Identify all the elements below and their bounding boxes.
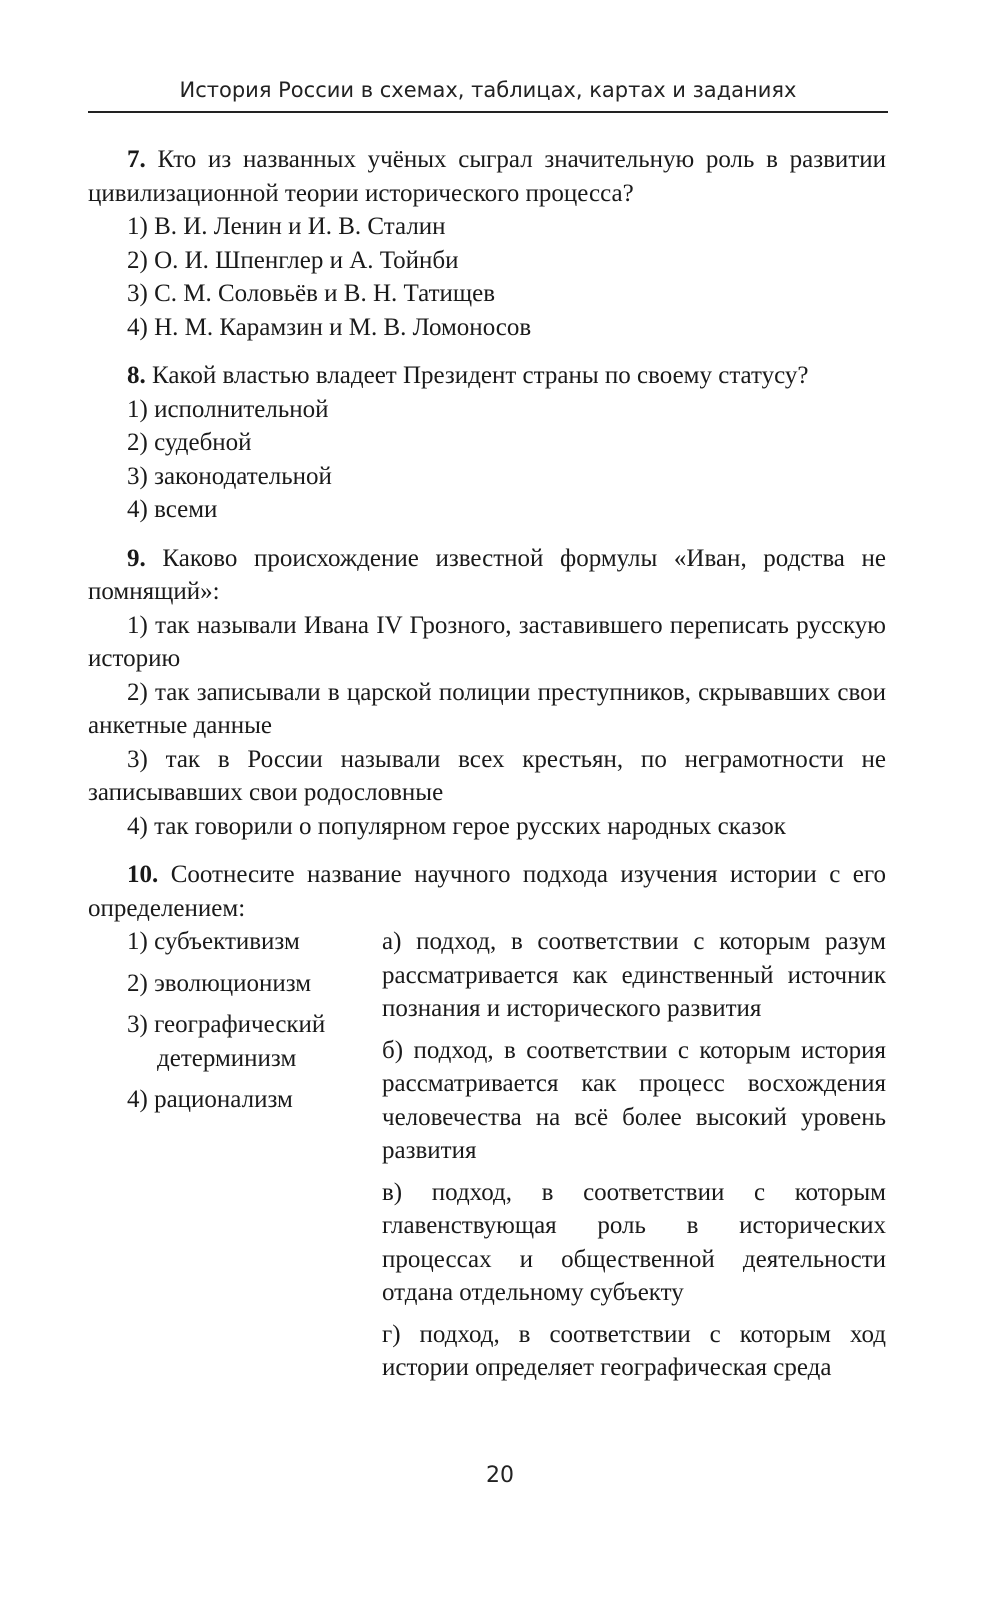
approach-list — [88, 925, 382, 1393]
question-7-text — [88, 143, 886, 210]
answer-option: 3) законодательной — [127, 462, 332, 490]
question-number: 9. — [127, 544, 146, 572]
approach-item: 4) рационализм — [127, 1086, 293, 1113]
question-9-text — [88, 542, 886, 609]
question-number: 10. — [127, 861, 159, 888]
answer-option: 1) так называли Ивана IV Грозного, заставившего переписать русскую историю — [88, 611, 886, 672]
approach-item: 1) субъективизм — [127, 928, 300, 955]
approach-item: 2) эволюционизм — [127, 969, 312, 997]
definition-item: г) подход, в соответствии с которым ход истории определяет географическая среда — [382, 1320, 886, 1381]
question-body: Кто из названных учёных сыграл значительную роль в развитии цивилизационной теории исторического процесса? — [88, 146, 886, 207]
question-7 — [88, 143, 886, 344]
question-number: 7. — [127, 146, 146, 173]
question-7-options — [88, 210, 886, 344]
definition-list — [382, 925, 886, 1393]
question-10-text — [88, 858, 886, 925]
answer-option: 1) В. И. Ленин и И. В. Сталин — [127, 213, 446, 240]
question-body: Соотнесите название научного подхода изучения истории с его определением: — [88, 861, 886, 922]
definition-item: в) подход, в соответствии с которым главенствующая роль в исторических процессах и общественной деятельности отдана отдельному субъекту — [382, 1178, 886, 1306]
answer-option: 2) так записывали в царской полиции преступников, скрывавших свои анкетные данные — [88, 678, 886, 739]
question-8-text — [88, 359, 886, 393]
answer-option: 3) С. М. Соловьёв и В. Н. Татищев — [127, 280, 496, 307]
header-rule — [88, 111, 888, 113]
answer-option: 4) всеми — [127, 496, 218, 523]
question-9 — [88, 542, 886, 844]
matching-table — [88, 925, 886, 1393]
running-header: История России в схемах, таблицах, картах и заданиях — [179, 78, 797, 102]
answer-option: 4) так говорили о популярном герое русских народных сказок — [127, 812, 786, 840]
question-body: Каково происхождение известной формулы «Иван, родства не помнящий»: — [88, 544, 887, 605]
question-number: 8. — [127, 362, 146, 389]
question-8-options — [88, 393, 886, 527]
question-8 — [88, 359, 886, 527]
answer-option: 4) Н. М. Карамзин и М. В. Ломоносов — [127, 313, 532, 341]
answer-option: 2) судебной — [127, 429, 252, 456]
answer-option: 3) так в России называли всех крестьян, по неграмотности не записывавших свои родословные — [88, 745, 886, 806]
definition-item: а) подход, в соответствии с которым разум рассматривается как единственный источник познания и исторического развития — [382, 928, 886, 1022]
question-9-options — [88, 609, 886, 844]
definition-item: б) подход, в соответствии с которым история рассматривается как процесс восхождения человечества на всё более высокий уровень развития — [382, 1036, 886, 1164]
question-10 — [88, 858, 886, 1393]
answer-option: 1) исполнительной — [127, 395, 329, 423]
page-content — [88, 143, 886, 1393]
question-body: Какой властью владеет Президент страны по своему статусу? — [152, 362, 809, 389]
answer-option: 2) О. И. Шпенглер и А. Тойнби — [127, 246, 459, 274]
page-number: 20 — [486, 1463, 514, 1488]
approach-item: 3) географический детерминизм — [127, 1011, 326, 1072]
